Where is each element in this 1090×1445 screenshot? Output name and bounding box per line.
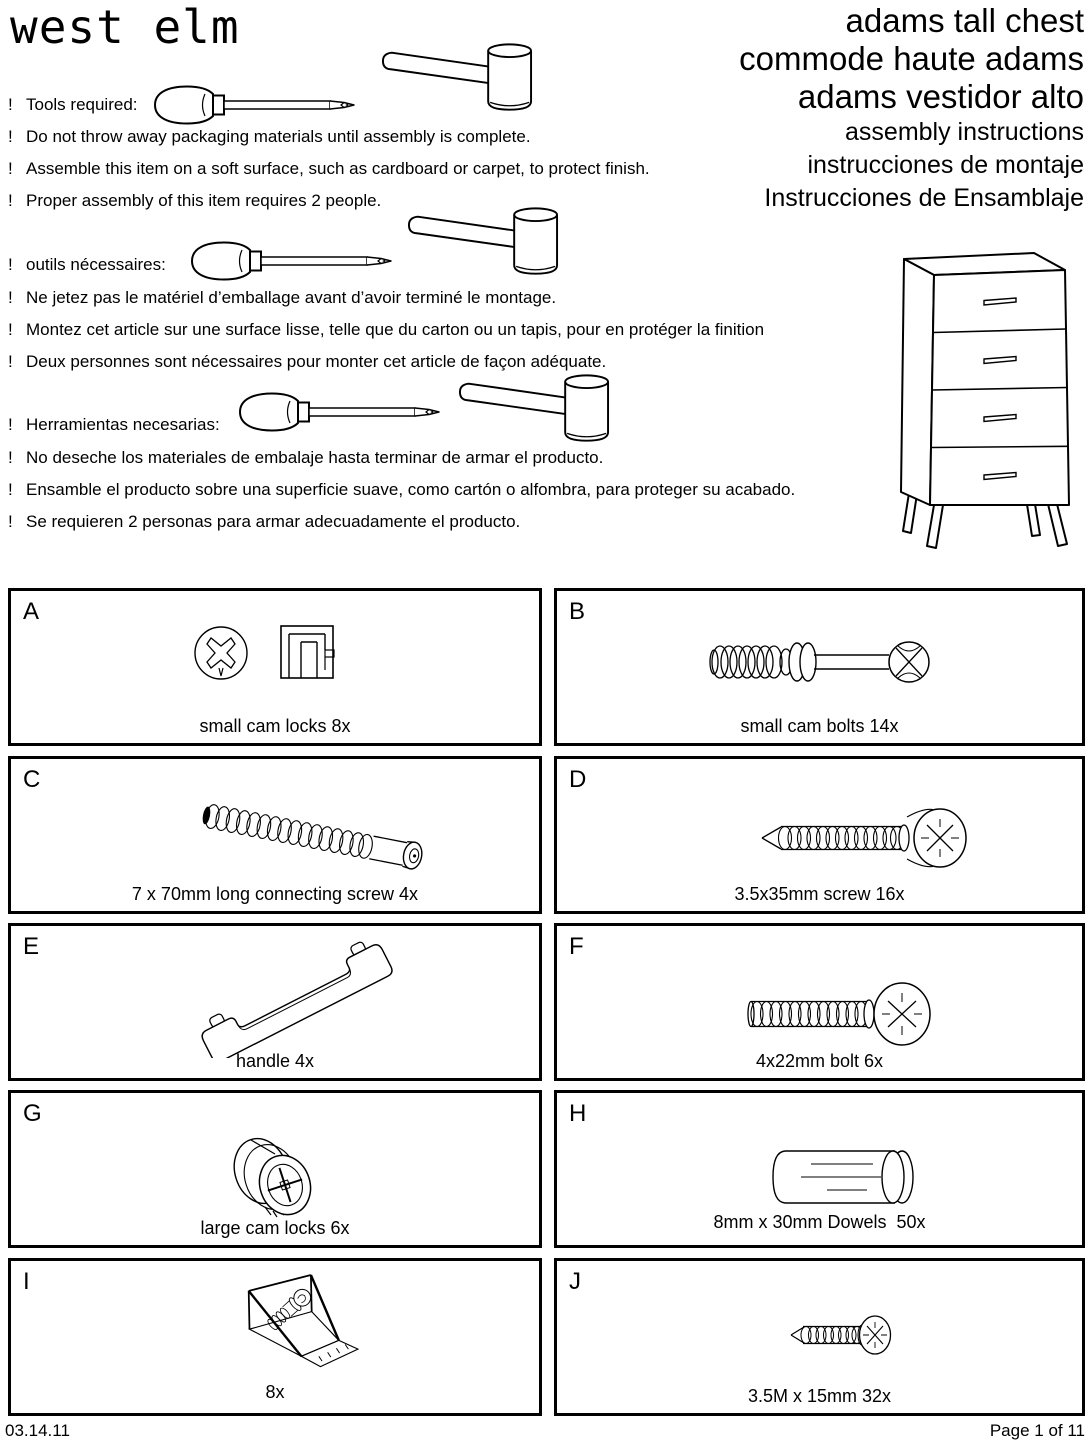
handle-illustration bbox=[193, 932, 393, 1058]
part-caption: 3.5x35mm screw 16x bbox=[734, 884, 905, 904]
warning-es-1: ! No deseche los materiales de embalaje hasta terminar de armar el producto. bbox=[8, 448, 604, 467]
warning-es-tools: ! Herramientas necesarias: bbox=[8, 415, 220, 434]
warning-en-tools: ! Tools required: bbox=[8, 95, 138, 114]
screwdriver-icon bbox=[180, 239, 395, 283]
exclamation-mark: ! bbox=[8, 512, 13, 531]
exclamation-mark: ! bbox=[8, 448, 13, 467]
chest-illustration bbox=[876, 242, 1076, 557]
part-caption: 7 x 70mm long connecting screw 4x bbox=[131, 884, 419, 904]
brand-logo: west elm bbox=[10, 0, 240, 54]
large-cam-lock-illustration bbox=[221, 1123, 331, 1233]
part-cell-b bbox=[554, 588, 1085, 746]
warning-fr-1: ! Ne jetez pas le matériel d’emballage avant d’avoir terminé le montage. bbox=[8, 288, 557, 307]
screwdriver-icon bbox=[143, 83, 358, 127]
part-caption: large cam locks 6x bbox=[200, 1218, 350, 1238]
warning-es-2: ! Ensamble el producto sobre una superficie suave, como cartón o alfombra, para proteger su acabado. bbox=[8, 480, 796, 499]
warning-fr-tools: ! outils nécessaires: bbox=[8, 255, 166, 274]
subtitle-en: assembly instructions bbox=[845, 118, 1084, 146]
warning-fr-2: ! Montez cet article sur une surface lisse, telle que du carton ou un tapis, pour en protéger la finition bbox=[8, 320, 765, 339]
part-cell-d bbox=[554, 756, 1085, 914]
small-screw-illustration bbox=[787, 1309, 892, 1361]
part-letter: G bbox=[23, 1100, 42, 1127]
part-letter: B bbox=[569, 598, 586, 625]
part-cell-a bbox=[8, 588, 542, 746]
exclamation-mark: ! bbox=[8, 255, 13, 274]
part-caption: small cam locks 8x bbox=[199, 716, 351, 736]
part-letter: I bbox=[23, 1268, 30, 1295]
dowel-illustration bbox=[769, 1145, 919, 1209]
small-cam-bolt-illustration bbox=[702, 631, 952, 693]
part-caption: handle 4x bbox=[235, 1051, 315, 1071]
warning-en-2: ! Assemble this item on a soft surface, such as cardboard or carpet, to protect finish. bbox=[8, 159, 650, 178]
subtitle-es: Instrucciones de Ensamblaje bbox=[764, 184, 1084, 212]
part-letter: D bbox=[569, 766, 587, 793]
subtitle-fr: instrucciones de montaje bbox=[807, 151, 1084, 179]
exclamation-mark: ! bbox=[8, 320, 13, 339]
warning-en-3: ! Proper assembly of this item requires 2 people. bbox=[8, 191, 382, 210]
connecting-screw-illustration bbox=[201, 789, 441, 879]
screwdriver-icon bbox=[228, 390, 443, 434]
part-cell-j bbox=[554, 1258, 1085, 1416]
exclamation-mark: ! bbox=[8, 95, 13, 114]
part-letter: F bbox=[569, 933, 584, 960]
exclamation-mark: ! bbox=[8, 415, 13, 434]
warning-es-3: ! Se requieren 2 personas para armar adecuadamente el producto. bbox=[8, 512, 521, 531]
part-letter: H bbox=[569, 1100, 587, 1127]
bolt-illustration bbox=[739, 978, 939, 1050]
part-caption: 3.5M x 15mm 32x bbox=[747, 1386, 892, 1406]
warning-fr-3: ! Deux personnes sont nécessaires pour monter cet article de façon adéquate. bbox=[8, 352, 607, 371]
part-caption: 4x22mm bolt 6x bbox=[755, 1051, 884, 1071]
exclamation-mark: ! bbox=[8, 352, 13, 371]
exclamation-mark: ! bbox=[8, 127, 13, 146]
mallet-icon bbox=[455, 371, 613, 447]
part-caption: 8x bbox=[265, 1382, 285, 1402]
product-title-fr: commode haute adams bbox=[739, 40, 1084, 77]
part-caption: 8mm x 30mm Dowels 50x bbox=[713, 1212, 926, 1232]
exclamation-mark: ! bbox=[8, 480, 13, 499]
part-cell-f bbox=[554, 923, 1085, 1081]
part-letter: E bbox=[23, 933, 40, 960]
title-block bbox=[739, 2, 1084, 215]
part-cell-h bbox=[554, 1090, 1085, 1248]
exclamation-mark: ! bbox=[8, 191, 13, 210]
part-letter: A bbox=[23, 598, 40, 625]
warning-en-1: ! Do not throw away packaging materials until assembly is complete. bbox=[8, 127, 531, 146]
part-cell-e bbox=[8, 923, 542, 1081]
part-cell-i bbox=[8, 1258, 542, 1416]
corner-bracket-illustration bbox=[199, 1267, 359, 1385]
screw-illustration bbox=[757, 803, 982, 873]
part-cell-c bbox=[8, 756, 542, 914]
mallet-icon bbox=[404, 204, 562, 280]
part-caption: small cam bolts 14x bbox=[740, 716, 899, 736]
footer-date: 03.14.11 bbox=[5, 1421, 70, 1440]
product-title-en: adams tall chest bbox=[845, 2, 1084, 39]
part-letter: J bbox=[569, 1268, 581, 1295]
exclamation-mark: ! bbox=[8, 159, 13, 178]
product-title-es: adams vestidor alto bbox=[797, 78, 1084, 115]
exclamation-mark: ! bbox=[8, 288, 13, 307]
mallet-icon bbox=[378, 40, 536, 116]
part-letter: C bbox=[23, 766, 41, 793]
footer-page-number: Page 1 of 11 bbox=[989, 1421, 1085, 1440]
part-cell-g bbox=[8, 1090, 542, 1248]
small-cam-lock-illustration bbox=[189, 623, 354, 683]
